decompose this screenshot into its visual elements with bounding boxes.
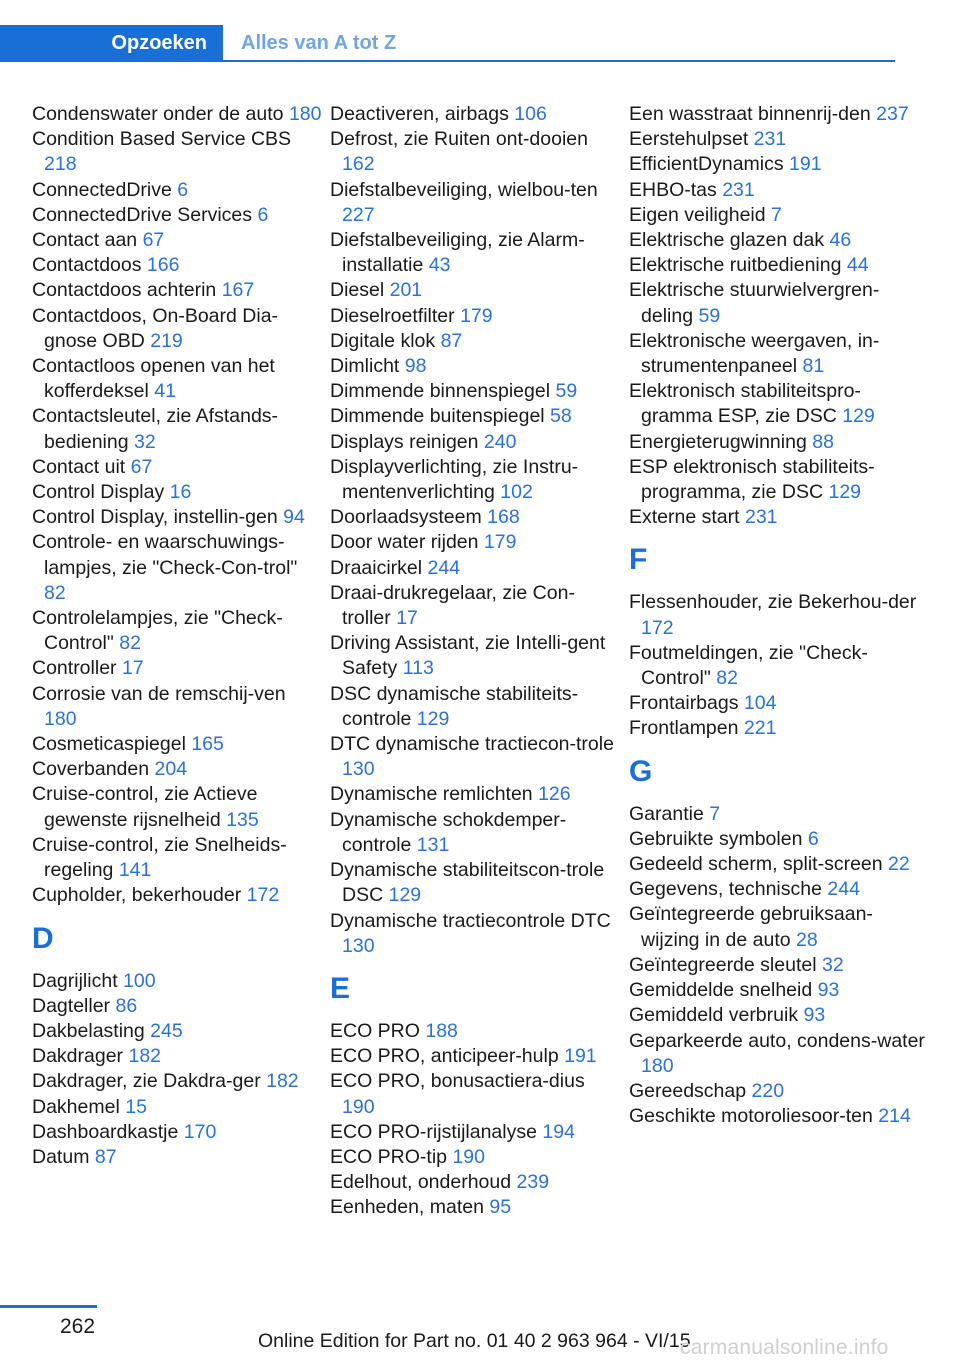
index-term: Contact aan [32,229,138,252]
index-entry [629,641,929,691]
page-reference-link[interactable]: 15 [125,1095,147,1118]
page-reference-link[interactable]: 104 [743,692,777,715]
index-term: Deactiveren, airbags [330,103,509,125]
index-term: Eerstehulpset [629,128,749,151]
page-reference-link[interactable]: 191 [789,153,822,176]
index-entry [629,505,929,530]
index-term: Condition Based Service CBS [32,128,292,151]
index-entry [330,102,620,127]
page-reference-link[interactable]: 17 [121,657,144,680]
index-term: Dynamische tractiecontrole DTC [330,909,611,932]
page-reference-link[interactable]: 102 [500,481,533,504]
index-entry [330,178,620,228]
index-term: Controlelampjes, zie "Check-Control" [32,607,283,655]
index-term: Geschikte motoroliesoor-ten [629,1105,873,1128]
index-entry [330,430,620,455]
page-reference-link[interactable]: 98 [404,355,427,378]
page-reference-link[interactable]: 190 [452,1145,485,1168]
index-entry [330,1019,620,1044]
page-reference-link[interactable]: 43 [428,254,451,277]
index-term: ESP elektronisch stabiliteits-programma, zie DSC [629,455,875,504]
index-term: Frontairbags [629,692,739,715]
index-term: Elektronische weergaven, in-strumentenpaneel [629,329,880,378]
index-entry [32,505,322,530]
index-term: Cruise-control, zie Snelheids-regeling [32,833,287,882]
page-reference-link[interactable]: 129 [388,884,422,907]
index-entry [330,329,620,354]
page-reference-link[interactable]: 59 [555,380,578,403]
index-term: Garantie [629,802,704,825]
index-term: Een wasstraat binnenrij-den [629,103,871,125]
index-entry [32,278,322,303]
index-entry [629,178,929,203]
page-reference-link[interactable]: 6 [257,203,269,226]
page-reference-link[interactable]: 204 [154,758,188,781]
page-reference-link[interactable]: 88 [812,430,834,453]
index-entry [32,656,322,681]
index-entry [629,1104,929,1129]
index-term: Displays reinigen [330,430,479,453]
page-reference-link[interactable]: 16 [169,481,192,504]
index-term: Dimmende buitenspiegel [330,405,545,428]
index-entry [330,782,620,807]
index-entry [629,455,929,505]
index-term: Control Display [32,481,165,504]
index-term: Edelhout, onderhoud [330,1171,512,1194]
index-entry [629,802,929,827]
index-term: Energieterugwinning [629,430,807,453]
index-term: Geïntegreerde gebruiksaan-wijzing in de auto [629,903,873,951]
index-entry [32,127,322,177]
index-term: Elektrische glazen dak [629,229,825,252]
index-entry [32,1145,322,1170]
index-entry [330,1170,620,1195]
page-reference-link[interactable]: 6 [807,827,819,850]
index-entry [32,253,322,278]
index-entry [629,590,929,640]
index-term: Dieselroetfilter [330,304,455,327]
index-entry [629,329,929,379]
index-entry [629,379,929,429]
index-entry [330,909,620,959]
page-reference-link[interactable]: 240 [483,430,517,453]
index-entry [32,969,322,994]
page-reference-link[interactable]: 180 [288,103,322,125]
index-entry [330,1145,620,1170]
index-entry [32,455,322,480]
index-entry [32,102,322,127]
index-entry [32,833,322,883]
index-entry [330,127,620,177]
index-entry [330,379,620,404]
index-term: EfficientDynamics [629,153,784,176]
page-reference-link[interactable]: 67 [142,229,165,252]
page-reference-link[interactable]: 22 [888,853,910,876]
index-term: Dakdrager, zie Dakdra-ger [32,1070,261,1093]
page-reference-link[interactable]: 227 [342,203,375,226]
page-reference-link[interactable]: 32 [134,430,156,453]
page-reference-link[interactable]: 58 [550,405,572,428]
page-reference-link[interactable]: 245 [150,1019,183,1042]
page-reference-link[interactable]: 170 [183,1120,217,1143]
index-term: Cosmeticaspiegel [32,733,186,756]
index-entry [330,858,620,908]
index-term: Dakhemel [32,1095,120,1118]
index-entry [32,883,322,908]
index-term: Draaicirkel [330,556,423,579]
page-reference-link[interactable]: 82 [44,581,66,604]
page-reference-link[interactable]: 231 [722,178,755,201]
index-term: Frontlampen [629,717,739,740]
page-reference-link[interactable]: 191 [564,1045,597,1068]
page-reference-link[interactable]: 194 [542,1120,575,1143]
page-reference-link[interactable]: 219 [150,329,183,352]
index-entry [330,581,620,631]
index-entry [32,782,322,832]
section-letter: E [330,971,351,1005]
page-reference-link[interactable]: 182 [128,1045,162,1068]
index-term: Dagteller [32,994,111,1017]
index-entry [629,1029,929,1079]
index-term: Dagrijlicht [32,969,118,992]
index-entry [32,228,322,253]
index-term: Doorlaadsysteem [330,506,482,529]
page-reference-link[interactable]: 244 [427,556,461,579]
index-term: Driving Assistant, zie Intelli-gent Safety [330,632,606,680]
page-reference-link[interactable]: 172 [246,884,280,907]
index-term: Dynamische schokdemper-controle [330,808,567,856]
index-entry [629,691,929,716]
index-entry [330,682,620,732]
index-term: Dynamische stabiliteitscon-trole DSC [330,859,605,907]
tab-alles-van-a-tot-z[interactable]: Alles van A tot Z [241,32,397,54]
footer-divider [0,1305,97,1308]
index-term: Contactdoos [32,254,142,277]
index-term: ECO PRO-tip [330,1145,448,1168]
page-reference-link[interactable]: 135 [226,808,259,831]
index-term: Gemiddelde snelheid [629,979,813,1002]
index-term: Eigen veiligheid [629,203,766,226]
index-term: Coverbanden [32,758,150,781]
page-reference-link[interactable]: 172 [641,616,674,639]
index-entry [629,253,929,278]
page-reference-link[interactable]: 86 [115,994,138,1017]
page-reference-link[interactable]: 87 [94,1145,117,1168]
index-entry [32,354,322,404]
page-reference-link[interactable]: 220 [751,1079,785,1102]
page-reference-link[interactable]: 201 [389,279,423,302]
page-reference-link[interactable]: 32 [821,953,844,976]
index-term: ConnectedDrive Services [32,203,253,226]
index-term: Datum [32,1145,90,1168]
index-term: ECO PRO, bonusactiera-dius [330,1070,585,1093]
index-term: Defrost, zie Ruiten ont-dooien [330,128,588,151]
index-term: Digitale klok [330,329,436,352]
index-column-3 [629,102,929,1129]
index-term: Elektrische ruitbediening [629,254,842,277]
page-reference-link[interactable]: 231 [753,128,787,151]
index-term: Gedeeld scherm, split-screen [629,853,883,876]
index-entry [629,953,929,978]
index-entry [32,480,322,505]
page-reference-link[interactable]: 179 [483,531,517,554]
index-term: Eenheden, maten [330,1196,484,1219]
page-reference-link[interactable]: 214 [878,1105,911,1128]
index-entry [629,827,929,852]
index-term: Foutmeldingen, zie "Check-Control" [629,641,868,690]
page-reference-link[interactable]: 67 [130,455,153,478]
page-reference-link[interactable]: 106 [514,103,547,125]
page-reference-link[interactable]: 180 [44,707,77,730]
index-term: Cupholder, bekerhouder [32,884,242,907]
page-reference-link[interactable]: 244 [827,878,860,901]
index-term: Contactdoos, On-Board Dia-gnose OBD [32,304,279,352]
index-entry [330,278,620,303]
page-reference-link[interactable]: 28 [796,928,818,951]
index-term: Elektronisch stabiliteitspro-gramma ESP, zie DSC [629,380,861,428]
index-term: Gereedschap [629,1079,747,1102]
index-entry [330,732,620,782]
index-entry [629,877,929,902]
index-entry [629,1079,929,1104]
page-reference-link[interactable]: 17 [396,607,418,630]
header-divider [0,60,895,62]
index-term: Controller [32,657,117,680]
index-entry [32,1095,322,1120]
page-reference-link[interactable]: 182 [266,1070,299,1093]
index-term: Contactsleutel, zie Afstands-bediening [32,405,279,453]
index-entry [629,127,929,152]
index-term: DSC dynamische stabiliteits-controle [330,682,579,730]
page-reference-link[interactable]: 130 [342,758,375,781]
index-term: Contactloos openen van het kofferdeksel [32,355,275,403]
page-reference-link[interactable]: 82 [119,632,141,655]
page-reference-link[interactable]: 218 [44,153,77,176]
page-reference-link[interactable]: 93 [803,1004,826,1027]
index-entry [629,203,929,228]
page-reference-link[interactable]: 188 [425,1019,458,1042]
index-entry [330,1195,620,1220]
index-entry [629,430,929,455]
index-term: Cruise-control, zie Actieve gewenste rijsnelheid [32,783,258,831]
page-reference-link[interactable]: 129 [416,707,450,730]
index-entry [330,1120,620,1145]
index-term: Corrosie van de remschij-ven [32,682,286,705]
index-term: Externe start [629,506,740,529]
page-reference-link[interactable]: 100 [123,969,156,992]
index-entry [330,631,620,681]
index-term: Door water rijden [330,531,479,554]
page-reference-link[interactable]: 41 [154,380,176,403]
page-reference-link[interactable]: 82 [716,667,738,690]
index-entry [629,1003,929,1028]
index-term: Draai-drukregelaar, zie Con-troller [330,581,575,630]
page-reference-link[interactable]: 126 [538,783,571,806]
section-letter: F [629,543,648,577]
header-bar [0,0,895,62]
section-letter: G [629,754,653,788]
index-entry [629,852,929,877]
watermark: carmanualsonline.info [680,1336,889,1359]
page-reference-link[interactable]: 221 [743,717,777,740]
page-reference-link[interactable]: 179 [460,304,493,327]
index-entry [629,716,929,741]
page-reference-link[interactable]: 46 [829,229,852,252]
index-entry [629,902,929,952]
page-reference-link[interactable]: 59 [698,304,721,327]
index-entry [330,808,620,858]
index-term: Dynamische remlichten [330,783,533,806]
page-reference-link[interactable]: 141 [118,859,152,882]
index-term: DTC dynamische tractiecon-trole [330,733,614,756]
tab-opzoeken[interactable]: Opzoeken [0,25,223,62]
index-term: ECO PRO-rijstijlanalyse [330,1120,537,1143]
index-entry [330,556,620,581]
page-reference-link[interactable]: 93 [817,979,840,1002]
index-entry [32,682,322,732]
page-reference-link[interactable]: 129 [842,405,875,428]
index-term: Condenswater onder de auto [32,103,284,125]
index-entry [32,994,322,1019]
index-entry [32,404,322,454]
index-entry [330,304,620,329]
index-entry [629,228,929,253]
index-term: Diefstalbeveiliging, zie Alarm-installatie [330,229,585,277]
edition-note: Online Edition for Part no. 01 40 2 963 964 - VI/15 [258,1330,691,1352]
page-reference-link[interactable]: 130 [342,934,375,957]
index-entry [32,1120,322,1145]
index-entry [330,1069,620,1119]
page-reference-link[interactable]: 165 [191,733,224,756]
index-entry [32,304,322,354]
page-reference-link[interactable]: 129 [828,481,862,504]
page-reference-link[interactable]: 95 [489,1196,512,1219]
page-number: 262 [60,1315,96,1338]
index-entry [629,152,929,177]
index-term: Displayverlichting, zie Instru-mentenverlichting [330,455,579,504]
index-entry [32,606,322,656]
index-entry [330,505,620,530]
page-reference-link[interactable]: 81 [802,355,825,378]
page-reference-link[interactable]: 7 [771,203,782,226]
index-column-2 [330,102,620,1221]
index-entry [629,278,929,328]
index-term: Dimlicht [330,355,400,378]
index-entry [32,1069,322,1094]
index-entry [629,978,929,1003]
index-term: ECO PRO [330,1019,420,1042]
page-reference-link[interactable]: 190 [342,1095,375,1118]
page-reference-link[interactable]: 113 [402,657,434,680]
index-term: Contact uit [32,455,126,478]
index-term: Dashboardkastje [32,1120,179,1143]
index-term: Diefstalbeveiliging, wielbou-ten [330,178,598,201]
index-entry [330,404,620,429]
index-entry [32,178,322,203]
index-term: Dakdrager [32,1045,124,1068]
page-reference-link[interactable]: 166 [146,254,180,277]
index-term: Geparkeerde auto, condens-water [629,1029,925,1052]
index-entry [629,102,929,127]
page-reference-link[interactable]: 131 [416,833,450,856]
page-reference-link[interactable]: 231 [744,506,778,529]
index-entry [330,1044,620,1069]
page-reference-link[interactable]: 6 [177,178,189,201]
index-column-1 [32,102,322,1170]
index-term: EHBO-tas [629,178,717,201]
page-reference-link[interactable]: 167 [221,279,255,302]
index-term: Gegevens, technische [629,878,822,901]
index-term: Gebruikte symbolen [629,827,803,850]
index-entry [330,530,620,555]
page-reference-link[interactable]: 162 [342,153,375,176]
page-reference-link[interactable]: 87 [440,329,463,352]
index-entry [330,228,620,278]
page-reference-link[interactable]: 168 [487,506,520,529]
index-entry [32,1019,322,1044]
page-reference-link[interactable]: 7 [709,802,721,825]
index-term: Flessenhouder, zie Bekerhou-der [629,591,917,614]
index-entry [330,354,620,379]
index-entry [32,1044,322,1069]
index-entry [330,455,620,505]
index-entry [32,530,322,606]
index-term: Gemiddeld verbruik [629,1004,799,1027]
index-term: Geïntegreerde sleutel [629,953,817,976]
index-term: Control Display, instellin-gen [32,506,278,529]
page-reference-link[interactable]: 44 [846,254,869,277]
page-reference-link[interactable]: 237 [876,103,909,125]
page-reference-link[interactable]: 94 [283,506,305,529]
index-term: ECO PRO, anticipeer-hulp [330,1045,559,1068]
index-term: Contactdoos achterin [32,279,217,302]
index-term: ConnectedDrive [32,178,172,201]
index-entry [32,757,322,782]
section-letter: D [32,921,54,955]
index-term: Controle- en waarschuwings-lampjes, zie "Check-Con-trol" [32,531,298,579]
index-term: Diesel [330,279,385,302]
page-reference-link[interactable]: 239 [516,1171,550,1194]
index-entry [32,732,322,757]
index-entry [32,203,322,228]
page-reference-link[interactable]: 180 [641,1054,674,1077]
index-term: Dakbelasting [32,1019,145,1042]
index-term: Elektrische stuurwielvergren-deling [629,279,880,327]
index-term: Dimmende binnenspiegel [330,380,551,403]
